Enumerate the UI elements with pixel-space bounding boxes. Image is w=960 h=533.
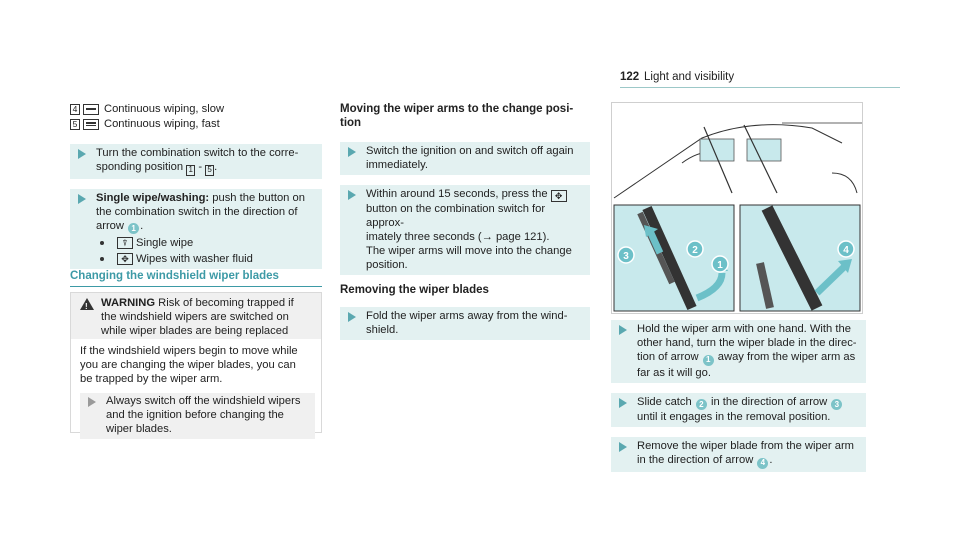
- bullet-wipe-wash: ✥ Wipes with washer fluid: [96, 252, 316, 266]
- arrow-3-badge: 3: [831, 399, 842, 410]
- step-press-button: Within around 15 seconds, press the ✥ button on the combination switch for approx- imately three seconds (→ page 121). The wiper arms will move into the change position.: [340, 185, 590, 275]
- position-label: Continuous wiping, fast: [104, 118, 220, 130]
- warning-header: ! WARNING Risk of becoming trapped if the windshield wipers are switched on while wiper blades are being replaced: [71, 293, 321, 339]
- arrow-1-badge: 1: [703, 355, 714, 366]
- arrow-1-badge: 1: [128, 223, 139, 234]
- detail-panel-right: [740, 205, 860, 311]
- page-title: Light and visibility: [644, 71, 735, 83]
- step-text: Turn the combination switch to the corre-: [96, 147, 299, 159]
- warning-box: [70, 292, 322, 433]
- heading-moving-wipers: Moving the wiper arms to the change posi- tion: [340, 103, 574, 129]
- step-single-wipe: [70, 189, 322, 270]
- step-hold-arm: Hold the wiper arm with one hand. With the other hand, turn the wiper blade in the direc- tion of arrow 1 away from the wiper arm as far as it will go.: [611, 320, 866, 383]
- section-title: Changing the windshield wiper blades: [70, 269, 322, 287]
- arrow-4-badge: 4: [757, 458, 768, 469]
- step-fold-arms: Fold the wiper arms away from the wind- shield.: [340, 307, 590, 340]
- wipe-wash-icon: ✥: [117, 253, 133, 265]
- svg-text:4: 4: [843, 245, 849, 256]
- fast-wipe-icon: [83, 119, 99, 130]
- slow-wipe-icon: [83, 104, 99, 115]
- column-2: [340, 102, 590, 340]
- step-arrow-icon: [78, 149, 86, 159]
- step-arrow-icon: [88, 397, 96, 407]
- svg-text:2: 2: [692, 245, 698, 256]
- step-turn-switch: [70, 144, 322, 179]
- step-arrow-icon: [78, 194, 86, 204]
- step-text: sponding position 1 - 5 .: [96, 161, 218, 174]
- step-text: the combination switch in the direction of: [96, 205, 298, 218]
- step-arrow-icon: [348, 147, 356, 157]
- page-number: 122: [620, 71, 640, 83]
- page-header: [620, 68, 900, 88]
- fender-outline: [832, 173, 857, 193]
- wipe-wash-icon: ✥: [551, 190, 567, 202]
- position-label: Continuous wiping, slow: [104, 103, 225, 115]
- wiper-diagram: [612, 103, 862, 313]
- heading-removing-blades: Removing the wiper blades: [340, 284, 489, 296]
- step-arrow-icon: [619, 442, 627, 452]
- step-arrow-icon: [348, 190, 356, 200]
- column-3: [611, 320, 866, 472]
- column-1: [70, 102, 322, 269]
- single-wipe-icon: ⍒: [117, 237, 133, 249]
- position-row-4: [70, 102, 322, 116]
- step-slide-catch: Slide catch 2 in the direction of arrow 3 until it engages in the removal position.: [611, 393, 866, 428]
- warning-step: Always switch off the windshield wipers and the ignition before changing the wiper blades.: [80, 393, 315, 439]
- position-row-5: [70, 117, 322, 131]
- step-text: arrow 1 .: [96, 219, 144, 233]
- key-box: 5: [70, 119, 80, 130]
- svg-text:1: 1: [717, 260, 723, 271]
- warning-label: WARNING: [101, 297, 156, 309]
- step-arrow-icon: [619, 325, 627, 335]
- step-arrow-icon: [619, 398, 627, 408]
- svg-text:3: 3: [623, 251, 629, 262]
- step-ignition: Switch the ignition on and switch off again immediately.: [340, 142, 590, 175]
- warning-body: If the windshield wipers begin to move while you are changing the wiper blades, you can be trapped by the wiper arm. Always switch off the windshield wipers and the ignition before changing the wiper blades.: [71, 339, 321, 439]
- catch-2-badge: 2: [696, 399, 707, 410]
- step-arrow-icon: [348, 312, 356, 322]
- bullet-single-wipe: ⍒ Single wipe: [96, 236, 316, 250]
- key-box: 4: [70, 104, 80, 115]
- step-text: Single wipe/washing: push the button on: [96, 191, 305, 204]
- step-remove-blade: Remove the wiper blade from the wiper arm in the direction of arrow 4 .: [611, 437, 866, 472]
- warning-triangle-icon: !: [80, 298, 94, 310]
- wiper-illustration: [611, 102, 863, 314]
